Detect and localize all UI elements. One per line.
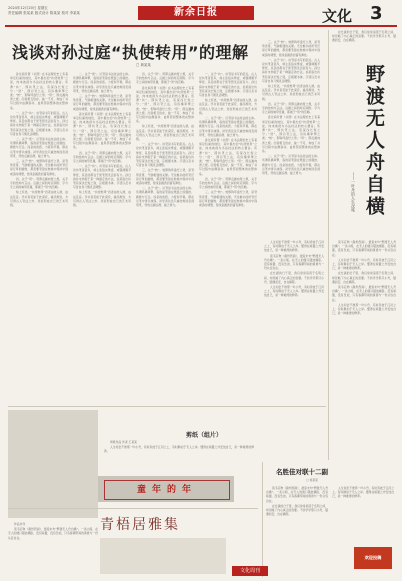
article-paragraph: 四、关于“用”。用即点画向背之规，关乎字的结构与章法。点画之间的呼应顾盼、字与字之间的映带连属，都属于“用”的范畴。 xyxy=(136,72,194,85)
article-paragraph: 综上所述，“执使转用”四者由技入道，由法及意。学书者若能于此深究，循序渐进，方可得古人笔法之妙，进而形成自己的艺术风貌。 xyxy=(136,124,194,142)
side-paragraph: 人生何尝不像那一叶小舟，有时奔波于江河之上，有时静泊于无人之岸。懂得在喧嚣之外安放自己，是一种难得的修养。 xyxy=(264,240,324,253)
side-column xyxy=(332,240,396,460)
article-paragraph: 一、关于“执”。执笔是书写的起点。古人论执笔者甚多，或主张指实掌虚，或强调腕平掌竖，其目的都在于使笔管灵活而有力。孙过庭并未拘泥于某一种固定的方法，而是指出执笔有深浅长短之别，应根据书体、字径以及书写者自身习惯灵活调整。 xyxy=(262,57,320,83)
side-column-2 xyxy=(264,240,324,460)
side-paragraph: 在忙碌的日子里，我们常常追逐于名利之间，却忽略了内心真正的需要。不妨学学那只小舟，随遇而安，自在横陈。 xyxy=(264,271,324,284)
article-column-2 xyxy=(73,72,131,402)
side-paragraph: 在忙碌的日子里，我们常常追逐于名利之间，却忽略了内心真正的需要。不妨学学那只小舟，随遇而安，自在横陈。 xyxy=(332,30,396,43)
article-paragraph: 二、关于“使”。运笔是书法技法的主体。所谓纵横牵掣，指的是笔锋在纸面上的提按、顿挫与行走。线条的质感、力度和节奏，都在运笔中得以体现。初学者往往只重结构而忽视用笔，导致点画浮滑、缺乏骨力。 xyxy=(136,186,194,208)
article-paragraph: 三、关于“转”。转即钩环盘纡之势，是笔势连贯、气脉相通的关键。无论楷书的折笔还是行草的圆转，都需要笔锋在转换中保持中锋或适时调整，使线条圆劲而富有弹性。 xyxy=(73,94,131,111)
couplets-byline-wrap xyxy=(300,478,340,484)
couplet-text: 在忙碌的日子里，我们常常追逐于名利之间，却忽略了内心真正的需要。不妨学学那只小舟，随遇而安，自在横陈。 xyxy=(266,503,328,517)
side-feature-subtitle: ——一叶舟的人生况味 xyxy=(351,172,356,212)
article-paragraph: 三、关于“转”。转即钩环盘纡之势，是笔势连贯、气脉相通的关键。无论楷书的折笔还是行草的圆转，都需要笔锋在转换中保持中锋或适时调整，使线条圆劲而富有弹性。 xyxy=(10,159,68,176)
side-paragraph: 在忙碌的日子里，我们常常追逐于名利之间，却忽略了内心真正的需要。不妨学学那只小舟，随遇而安，自在横陈。 xyxy=(332,271,396,284)
section-divider xyxy=(8,406,326,407)
article-paragraph: 孙过庭所著《书谱》在书法理论史上有着举足轻重的地位，其中提出的“执使转用”之说，向来被视为书法技法的核心要旨。所谓“执”，即执笔之法，有深浅长短之分；“使”，即运笔之法，有纵横牵掣之类；“转”，即钩环盘纡之势；“用”，即点画向背之规。四者相互依存，缺一不可，构成了书写过程中由静到动、由局部到整体的完整体系。 xyxy=(73,111,131,150)
article-paragraph: 孙过庭所著《书谱》在书法理论史上有着举足轻重的地位，其中提出的“执使转用”之说，向来被视为书法技法的核心要旨。所谓“执”，即执笔之法，有深浅长短之分；“使”，即运笔之法，有纵横牵掣之类；“转”，即钩环盘纡之势；“用”，即点画向背之规。四者相互依存，缺一不可，构成了书写过程中由静到动、由局部到整体的完整体系。 xyxy=(199,138,257,176)
banner-text: 童年的年 xyxy=(104,480,230,500)
article-column-4 xyxy=(199,72,257,402)
article-paragraph: 四、关于“用”。用即点画向背之规，关乎字的结构与章法。点画之间的呼应顾盼、字与字之间的映带连属，都属于“用”的范畴。 xyxy=(10,176,68,190)
bottom-feature-title: 青梧居雅集 xyxy=(100,517,180,533)
masthead: 新余日报 xyxy=(138,6,254,20)
couplets-column-1 xyxy=(266,486,328,574)
article-paragraph: 三、关于“转”。转即钩环盘纡之势，是笔势连贯、气脉相通的关键。无论楷书的折笔还是行草的圆转，都需要笔锋在转换中保持中锋或适时调整，使线条圆劲而富有弹性。 xyxy=(136,168,194,186)
article-title: 浅谈对孙过庭“执使转用”的理解 xyxy=(12,43,249,62)
article-paragraph: 四、关于“用”。用即点画向背之规，关乎字的结构与章法。点画之间的呼应顾盼、字与字之间的映带连属，都属于“用”的范畴。 xyxy=(262,101,320,115)
article-paragraph: 孙过庭所著《书谱》在书法理论史上有着举足轻重的地位，其中提出的“执使转用”之说，向来被视为书法技法的核心要旨。所谓“执”，即执笔之法，有深浅长短之分；“使”，即运笔之法，有纵横牵掣之类；“转”，即钩环盘纡之势；“用”，即点画向背之规。四者相互依存，缺一不可，构成了书写过程中由静到动、由局部到整体的完整体系。 xyxy=(262,115,320,154)
side-paragraph: 人生何尝不像那一叶小舟，有时奔波于江河之上，有时静泊于无人之岸。懂得在喧嚣之外安放自己，是一种难得的修养。 xyxy=(332,302,396,316)
article-paragraph: 孙过庭所著《书谱》在书法理论史上有着举足轻重的地位，其中提出的“执使转用”之说，向来被视为书法技法的核心要旨。所谓“执”，即执笔之法，有深浅长短之分；“使”，即运笔之法，有纵横牵掣之类；“转”，即钩环盘纡之势；“用”，即点画向背之规。四者相互依存，缺一不可，构成了书写过程中由静到动、由局部到整体的完整体系。 xyxy=(136,85,194,124)
side-paragraph: 人生何尝不像那一叶小舟，有时奔波于江河之上，有时静泊于无人之岸。懂得在喧嚣之外安放自己，是一种难得的修养。 xyxy=(264,285,324,298)
couplets-title: 名胜佳对联十二副 xyxy=(276,468,328,476)
article-paragraph: 一、关于“执”。执笔是书写的起点。古人论执笔者甚多，或主张指实掌虚，或强调腕平掌竖，其目的都在于使笔管灵活而有力。孙过庭并未拘泥于某一种固定的方法，而是指出执笔有深浅长短之别，应根据书体、字径以及书写者自身习惯灵活调整。 xyxy=(10,110,68,136)
page-header xyxy=(0,0,402,26)
section-name: 文化 xyxy=(322,7,353,25)
article-paragraph: 二、关于“使”。运笔是书法技法的主体。所谓纵横牵掣，指的是笔锋在纸面上的提按、顿挫与行走。线条的质感、力度和节奏，都在运笔中得以体现。初学者往往只重结构而忽视用笔，导致点画浮滑、缺乏骨力。 xyxy=(199,116,257,137)
article-paragraph: 孙过庭所著《书谱》在书法理论史上有着举足轻重的地位，其中提出的“执使转用”之说，向来被视为书法技法的核心要旨。所谓“执”，即执笔之法，有深浅长短之分；“使”，即运笔之法，有纵横牵掣之类；“转”，即钩环盘纡之势；“用”，即点画向背之规。四者相互依存，缺一不可，构成了书写过程中由静到动、由局部到整体的完整体系。 xyxy=(10,72,68,110)
article-paragraph: 四、关于“用”。用即点画向背之规，关乎字的结构与章法。点画之间的呼应顾盼、字与字之间的映带连属，都属于“用”的范畴。 xyxy=(199,176,257,190)
mid-feature-caption: 剪纸作品 作者 王某某 xyxy=(110,440,137,444)
couplet-text: 读韦应物《滁州西涧》，最爱末句“野渡无人舟自横”。一条小船，在无人的渡口随波横卧，没有喧嚣，没有急迫，只有春潮带雨的黄昏与一份从容自在。 xyxy=(266,486,328,503)
footer-badge: 文化周刊 xyxy=(232,566,268,576)
article-paragraph: 三、关于“转”。转即钩环盘纡之势，是笔势连贯、气脉相通的关键。无论楷书的折笔还是行草的圆转，都需要笔锋在转换中保持中锋或适时调整，使线条圆劲而富有弹性。 xyxy=(199,190,257,208)
bottom-left-text xyxy=(8,522,98,574)
calligraphy-image xyxy=(100,538,226,574)
side-intro xyxy=(332,30,396,62)
page-number: 3 xyxy=(370,3,383,24)
article-paragraph: 综上所述，“执使转用”四者由技入道，由法及意。学书者若能于此深究，循序渐进，方可得古人笔法之妙，进而形成自己的艺术风貌。 xyxy=(199,98,257,115)
couplets-column-2 xyxy=(332,486,394,544)
article-byline: □ 黄某某 xyxy=(136,63,151,67)
header-rule xyxy=(5,25,397,27)
article-paragraph: 一、关于“执”。执笔是书写的起点。古人论执笔者甚多，或主张指实掌虚，或强调腕平掌竖，其目的都在于使笔管灵活而有力。孙过庭并未拘泥于某一种固定的方法，而是指出执笔有深浅长短之别，应根据书体、字径以及书写者自身习惯灵活调整。 xyxy=(199,72,257,98)
seal-stamp: 欢迎投稿 xyxy=(354,547,392,569)
couplets-byline: □ 刘某某 xyxy=(306,478,318,482)
article-paragraph: 综上所述，“执使转用”四者由技入道，由法及意。学书者若能于此深究，循序渐进，方可得古人笔法之妙，进而形成自己的艺术风貌。 xyxy=(73,190,131,208)
header-editors: 责任编辑 张某某 版式设计 陈某某 校对 李某某 xyxy=(8,11,81,15)
side-paragraph: 读韦应物《滁州西涧》，最爱末句“野渡无人舟自横”。一条小船，在无人的渡口随波横卧，没有喧嚣，没有急迫，只有春潮带雨的黄昏与一份从容自在。 xyxy=(332,240,396,257)
article-paragraph: 四、关于“用”。用即点画向背之规，关乎字的结构与章法。点画之间的呼应顾盼、字与字之间的映带连属，都属于“用”的范畴。 xyxy=(73,150,131,164)
artwork-image xyxy=(8,410,98,518)
side-paragraph: 人生何尝不像那一叶小舟，有时奔波于江河之上，有时静泊于无人之岸。懂得在喧嚣之外安放自己，是一种难得的修养。 xyxy=(332,257,396,271)
article-paragraph: 三、关于“转”。转即钩环盘纡之势，是笔势连贯、气脉相通的关键。无论楷书的折笔还是行草的圆转，都需要笔锋在转换中保持中锋或适时调整，使线条圆劲而富有弹性。 xyxy=(262,40,320,57)
article-paragraph: 综上所述，“执使转用”四者由技入道，由法及意。学书者若能于此深究，循序渐进，方可得古人笔法之妙，进而形成自己的艺术风貌。 xyxy=(262,84,320,101)
article-column-1 xyxy=(10,72,68,402)
side-paragraph: 人生何尝不像那一叶小舟，有时奔波于江河之上，有时静泊于无人之岸。懂得在喧嚣之外安放自己，是一种难得的修养。 xyxy=(104,445,254,454)
column-divider xyxy=(262,462,263,577)
article-column-3 xyxy=(136,72,194,402)
article-paragraph: 综上所述，“执使转用”四者由技入道，由法及意。学书者若能于此深究，循序渐进，方可得古人笔法之妙，进而形成自己的艺术风貌。 xyxy=(10,190,68,208)
side-paragraph: 读韦应物《滁州西涧》，最爱末句“野渡无人舟自横”。一条小船，在无人的渡口随波横卧，没有喧嚣，没有急迫，只有春潮带雨的黄昏与一份从容自在。 xyxy=(332,285,396,302)
article-paragraph: 二、关于“使”。运笔是书法技法的主体。所谓纵横牵掣，指的是笔锋在纸面上的提按、顿挫与行走。线条的质感、力度和节奏，都在运笔中得以体现。初学者往往只重结构而忽视用笔，导致点画浮滑、缺乏骨力。 xyxy=(262,154,320,176)
article-paragraph: 二、关于“使”。运笔是书法技法的主体。所谓纵横牵掣，指的是笔锋在纸面上的提按、顿挫与行走。线条的质感、力度和节奏，都在运笔中得以体现。初学者往往只重结构而忽视用笔，导致点画浮滑、缺乏骨力。 xyxy=(10,137,68,158)
mid-feature-title: 剪纸（组片） xyxy=(186,432,223,439)
side-feature-title: 野渡无人舟自横 xyxy=(363,64,385,218)
column-divider xyxy=(328,30,329,460)
article-paragraph: 一、关于“执”。执笔是书写的起点。古人论执笔者甚多，或主张指实掌虚，或强调腕平掌竖，其目的都在于使笔管灵活而有力。孙过庭并未拘泥于某一种固定的方法，而是指出执笔有深浅长短之别，应根据书体、字径以及书写者自身习惯灵活调整。 xyxy=(73,164,131,190)
mid-feature-text xyxy=(104,440,254,472)
article-paragraph: 一、关于“执”。执笔是书写的起点。古人论执笔者甚多，或主张指实掌虚，或强调腕平掌竖，其目的都在于使笔管灵活而有力。孙过庭并未拘泥于某一种固定的方法，而是指出执笔有深浅长短之别，应根据书体、字径以及书写者自身习惯灵活调整。 xyxy=(136,142,194,168)
side-paragraph: 读韦应物《滁州西涧》，最爱末句“野渡无人舟自横”。一条小船，在无人的渡口随波横卧，没有喧嚣，没有急迫，只有春潮带雨的黄昏与一份从容自在。 xyxy=(264,253,324,271)
couplet-text: 人生何尝不像那一叶小舟，有时奔波于江河之上，有时静泊于无人之岸。懂得在喧嚣之外安放自己，是一种难得的修养。 xyxy=(332,486,394,499)
side-paragraph: 读韦应物《滁州西涧》，最爱末句“野渡无人舟自横”。一条小船，在无人的渡口随波横卧，没有喧嚣，没有急迫，只有春潮带雨的黄昏与一份从容自在。 xyxy=(8,527,98,540)
article-paragraph: 二、关于“使”。运笔是书法技法的主体。所谓纵横牵掣，指的是笔锋在纸面上的提按、顿挫与行走。线条的质感、力度和节奏，都在运笔中得以体现。初学者往往只重结构而忽视用笔，导致点画浮滑、缺乏骨力。 xyxy=(73,72,131,93)
bottom-caption: 作品选刊 xyxy=(14,522,26,526)
header-date: 2024年12月20日 星期五 xyxy=(8,6,48,10)
section-divider xyxy=(8,508,258,509)
decorative-banner xyxy=(98,476,234,502)
header-meta xyxy=(8,6,118,16)
